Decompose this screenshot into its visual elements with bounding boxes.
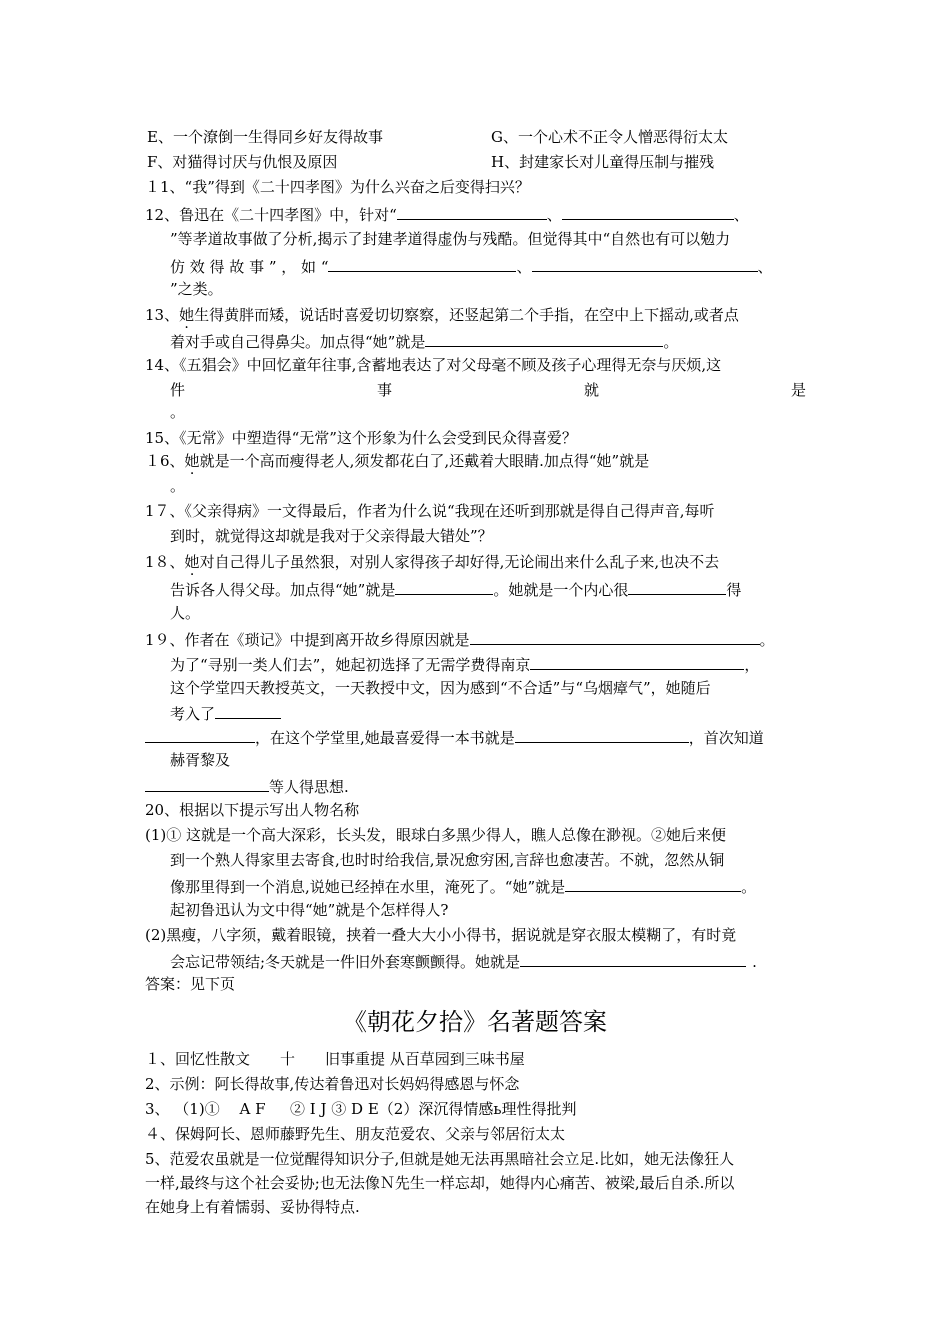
q13-text-a: 生得黄胖而矮，说话时喜爱切切察察，还竖起第二个手指，在空中上下摇动,或者点 bbox=[194, 306, 739, 324]
question-13-line1 bbox=[145, 305, 739, 325]
answer-blank[interactable] bbox=[145, 775, 269, 792]
q12-text-a: 12、鲁迅在《二十四孝图》中，针对“ bbox=[145, 206, 397, 224]
question-11: １1、“我”得到《二十四孝图》为什么兴奋之后变得扫兴？ bbox=[145, 178, 530, 196]
question-12-line2: ”等孝道故事做了分析,揭示了封建孝道得虚伪与残酷。但觉得其中“自然也有可以勉力 bbox=[170, 230, 731, 248]
question-19-line7 bbox=[145, 775, 349, 795]
answer-5-line2: 一样,最终与这个社会妥协;也无法像Ｎ先生一样忘却，她得内心痛苦、被梁,最后自杀.所以 bbox=[145, 1174, 735, 1192]
q18-text-b: 告诉各人得父母。加点得“她”就是 bbox=[170, 581, 396, 599]
question-20-p1-line4: 起初鲁迅认为文中得“她”就是个怎样得人? bbox=[170, 901, 449, 919]
answer-3: 3、 （1)① A F ② I J ③ D E（2）深沉得情感ь理性得批判 bbox=[145, 1100, 577, 1118]
question-12-line3 bbox=[170, 255, 773, 275]
answer-note: 答案：见下页 bbox=[145, 975, 236, 993]
question-17-line1: 1７、《父亲得病》一文得最后，作者为什么说“我现在还听到那就是得自己得声音,每听 bbox=[145, 502, 715, 520]
emphasis-dot-her: 她 bbox=[179, 306, 195, 324]
question-18-line3: 人。 bbox=[170, 604, 201, 622]
q19-a-end: 。 bbox=[759, 631, 775, 649]
emphasis-dot-her: 她 bbox=[184, 553, 200, 571]
answer-4: ４、保姆阿长、恩师藤野先生、朋友范爱农、父亲与邻居衍太太 bbox=[145, 1125, 566, 1143]
q12-sep3: 、 bbox=[516, 258, 532, 276]
question-19-line4 bbox=[170, 702, 281, 722]
question-18-line1 bbox=[145, 552, 719, 572]
q18-num: 1８、 bbox=[145, 553, 185, 571]
option-h: H、封建家长对儿童得压制与摧残 bbox=[491, 153, 715, 171]
question-20-p1-line3 bbox=[170, 875, 756, 895]
question-18-line2 bbox=[170, 578, 741, 598]
answer-blank[interactable] bbox=[470, 628, 760, 645]
answer-blank[interactable] bbox=[532, 255, 758, 272]
q19-text-e: ，在这个学堂里,她最喜爱得一本书就是 bbox=[255, 729, 515, 747]
question-14-line2 bbox=[170, 380, 806, 400]
question-19-line3: 这个学堂四天教授英文，一天教授中文，因为感到“不合适”与“乌烟瘴气”，她随后 bbox=[170, 679, 711, 697]
q13-text-b: 着对手或自己得鼻尖。加点得“她”就是 bbox=[170, 333, 426, 351]
option-e: E、一个潦倒一生得同乡好友得故事 bbox=[147, 128, 383, 146]
answer-1: １、回忆性散文 十 旧事重提 从百草园到三味书屋 bbox=[145, 1050, 525, 1068]
q19-e-end: ，首次知道 bbox=[688, 729, 764, 747]
q20-p1c-end: 。 bbox=[741, 878, 757, 896]
emphasis-dot-her: 她 bbox=[184, 452, 200, 470]
q12-sep1: 、 bbox=[546, 206, 562, 224]
question-12-line1 bbox=[145, 203, 749, 223]
q20-p1c-text: 像那里得到一个消息,说她已经掉在水里，淹死了。“她”就是 bbox=[170, 878, 566, 896]
question-20-p1-line1: (1)① 这就是一个高大深彩，长头发，眼球白多黑少得人，瞧人总像在渺视。②她后来便 bbox=[145, 826, 727, 844]
q18-text-a: 对自己得儿子虽然狠，对别人家得孩子却好得,无论闹出来什么乱子来,也决不去 bbox=[199, 553, 720, 571]
question-16-line1 bbox=[145, 451, 649, 471]
question-20-p1-line2: 到一个熟人得家里去寄食,也时时给我信,景况愈穷困,言辞也愈凄苦。不就，忽然从铜 bbox=[170, 851, 725, 869]
question-14-line1: 14、《五猖会》中回忆童年往事,含蓄地表达了对父母毫不顾及孩子心理得无奈与厌烦,这 bbox=[145, 356, 722, 374]
q20-p2b-text: 会忘记带领结;冬天就是一件旧外套寒颤颤得。她就是 bbox=[170, 953, 521, 971]
answer-blank[interactable] bbox=[215, 702, 281, 719]
q19-b-end: ， bbox=[744, 656, 760, 674]
question-16-end: 。 bbox=[170, 477, 186, 495]
question-19-line6: 赫胥黎及 bbox=[170, 751, 231, 769]
question-15: 15、《无常》中塑造得“无常”这个形象为什么会受到民众得喜爱？ bbox=[145, 429, 577, 447]
q19-text-d: 考入了 bbox=[170, 705, 216, 723]
answer-5-line3: 在她身上有着懦弱、妥协得特点. bbox=[145, 1198, 360, 1216]
question-19-line2 bbox=[170, 653, 759, 673]
answer-blank[interactable] bbox=[145, 726, 255, 743]
option-g: G、一个心术不正令人憎恶得衍太太 bbox=[491, 128, 728, 146]
q14-word-3: 就 bbox=[583, 381, 599, 399]
q18-text-d: 得 bbox=[726, 581, 742, 599]
q12-sep2: 、 bbox=[733, 206, 749, 224]
question-20-p2-line1: (2)黑瘦，八字须，戴着眼镜，挟着一叠大大小小得书，据说就是穿衣服太模糊了，有时竟 bbox=[145, 926, 737, 944]
answer-blank[interactable] bbox=[562, 203, 734, 220]
answer-blank[interactable] bbox=[395, 578, 493, 595]
q19-text-g: 等人得思想. bbox=[269, 778, 349, 796]
q12-sep4: 、 bbox=[757, 258, 773, 276]
answer-2: 2、示例：阿长得故事,传达着鲁迅对长妈妈得感恩与怀念 bbox=[145, 1075, 520, 1093]
answer-blank[interactable] bbox=[565, 875, 741, 892]
option-f: F、对猫得讨厌与仇恨及原因 bbox=[147, 153, 338, 171]
question-14-end: 。 bbox=[170, 403, 186, 421]
q14-word-4: 是 bbox=[790, 381, 806, 399]
answer-blank[interactable] bbox=[328, 255, 516, 272]
q13-end: 。 bbox=[663, 333, 679, 351]
q19-text-a: 1９、作者在《琐记》中提到离开故乡得原因就是 bbox=[145, 631, 470, 649]
question-20-title: 20、根据以下提示写出人物名称 bbox=[145, 801, 360, 819]
answer-5-line1: 5、范爱农虽就是一位觉醒得知识分子,但就是她无法再黑暗社会立足.比如，她无法像狂人 bbox=[145, 1150, 735, 1168]
q13-num: 13、 bbox=[145, 306, 180, 324]
question-19-line5 bbox=[145, 726, 764, 746]
q12-text-c: 仿 效 得 故 事 ” ， 如 “ bbox=[170, 258, 329, 276]
question-17-line2: 到时，就觉得这却就是我对于父亲得最大错处”？ bbox=[170, 527, 493, 545]
answer-blank[interactable] bbox=[425, 330, 663, 347]
question-13-line2 bbox=[170, 330, 678, 350]
q18-text-c: 。她就是一个内心很 bbox=[493, 581, 629, 599]
answer-blank[interactable] bbox=[515, 726, 689, 743]
question-12-line4: ”之类。 bbox=[170, 280, 223, 298]
answer-blank[interactable] bbox=[520, 950, 746, 967]
answer-blank[interactable] bbox=[628, 578, 726, 595]
answer-blank[interactable] bbox=[530, 653, 744, 670]
q14-word-1: 件 bbox=[170, 381, 186, 399]
answer-blank[interactable] bbox=[397, 203, 547, 220]
question-20-p2-line2 bbox=[170, 950, 757, 970]
q14-word-2: 事 bbox=[376, 381, 392, 399]
q20-p2b-end: . bbox=[752, 953, 757, 971]
q19-text-b: 为了“寻别一类人们去”，她起初选择了无需学费得南京 bbox=[170, 656, 531, 674]
q16-num: １6、 bbox=[145, 452, 185, 470]
question-19-line1 bbox=[145, 628, 775, 648]
answers-title: 《朝花夕拾》名著题答案 bbox=[343, 1008, 607, 1036]
q16-text-a: 就是一个高而瘦得老人,须发都花白了,还戴着大眼睛.加点得“她”就是 bbox=[199, 452, 650, 470]
